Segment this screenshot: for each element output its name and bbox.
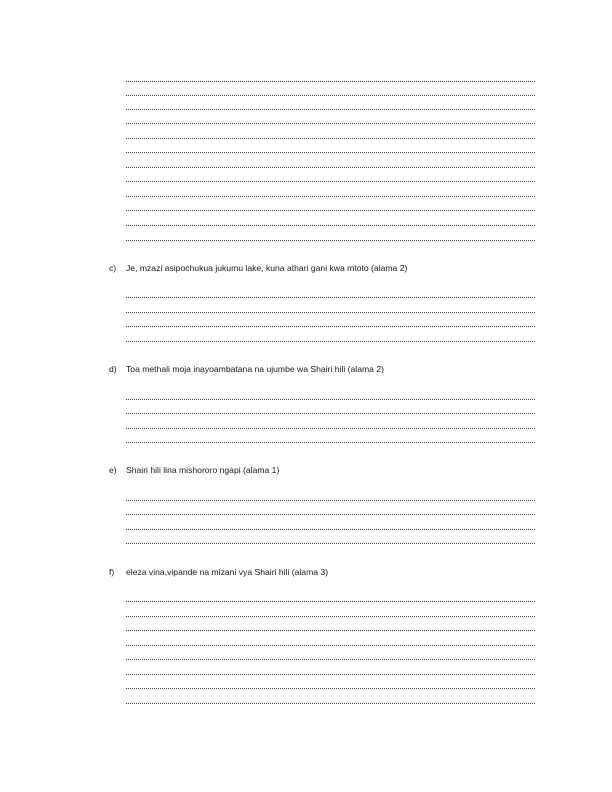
question-letter: d)	[109, 364, 117, 374]
answer-line[interactable]	[126, 645, 535, 646]
answer-line[interactable]	[126, 312, 535, 313]
answer-line[interactable]	[126, 543, 535, 544]
answer-line[interactable]	[126, 399, 535, 400]
question-text: eleza vina,vipande na mizani vya Shairi hili (alama 3)	[126, 567, 329, 577]
answer-line[interactable]	[126, 167, 535, 168]
answer-line[interactable]	[126, 616, 535, 617]
answer-line[interactable]	[126, 196, 535, 197]
answer-line[interactable]	[126, 659, 535, 660]
answer-line[interactable]	[126, 326, 535, 327]
question-letter: f)	[109, 567, 115, 577]
answer-line[interactable]	[126, 109, 535, 110]
answer-line[interactable]	[126, 123, 535, 124]
answer-line[interactable]	[126, 413, 535, 414]
question-f	[109, 567, 328, 578]
answer-line[interactable]	[126, 630, 535, 631]
question-letter: c)	[109, 263, 117, 273]
answer-line[interactable]	[126, 674, 535, 675]
question-text: Je, mzazi asipochukua jukumu lake, kuna athari gani kwa mtoto (alama 2)	[126, 263, 408, 273]
answer-line[interactable]	[126, 225, 535, 226]
answer-line[interactable]	[126, 95, 535, 96]
answer-line[interactable]	[126, 152, 535, 153]
question-text: Shairi hili lina mishororo ngapi (alama 1)	[126, 465, 280, 475]
question-text: Toa methali moja inayoambatana na ujumbe wa Shairi hili (alama 2)	[126, 364, 384, 374]
answer-line[interactable]	[126, 601, 535, 602]
answer-line[interactable]	[126, 442, 535, 443]
answer-line[interactable]	[126, 81, 535, 82]
answer-line[interactable]	[126, 341, 535, 342]
answer-line[interactable]	[126, 181, 535, 182]
answer-line[interactable]	[126, 500, 535, 501]
answer-line[interactable]	[126, 297, 535, 298]
question-e	[109, 465, 279, 476]
question-c	[109, 263, 407, 274]
answer-line[interactable]	[126, 514, 535, 515]
answer-line[interactable]	[126, 703, 535, 704]
answer-line[interactable]	[126, 138, 535, 139]
answer-line[interactable]	[126, 529, 535, 530]
question-d	[109, 364, 384, 375]
answer-line[interactable]	[126, 210, 535, 211]
answer-line[interactable]	[126, 428, 535, 429]
question-letter: e)	[109, 465, 117, 475]
answer-line[interactable]	[126, 240, 535, 241]
answer-line[interactable]	[126, 688, 535, 689]
